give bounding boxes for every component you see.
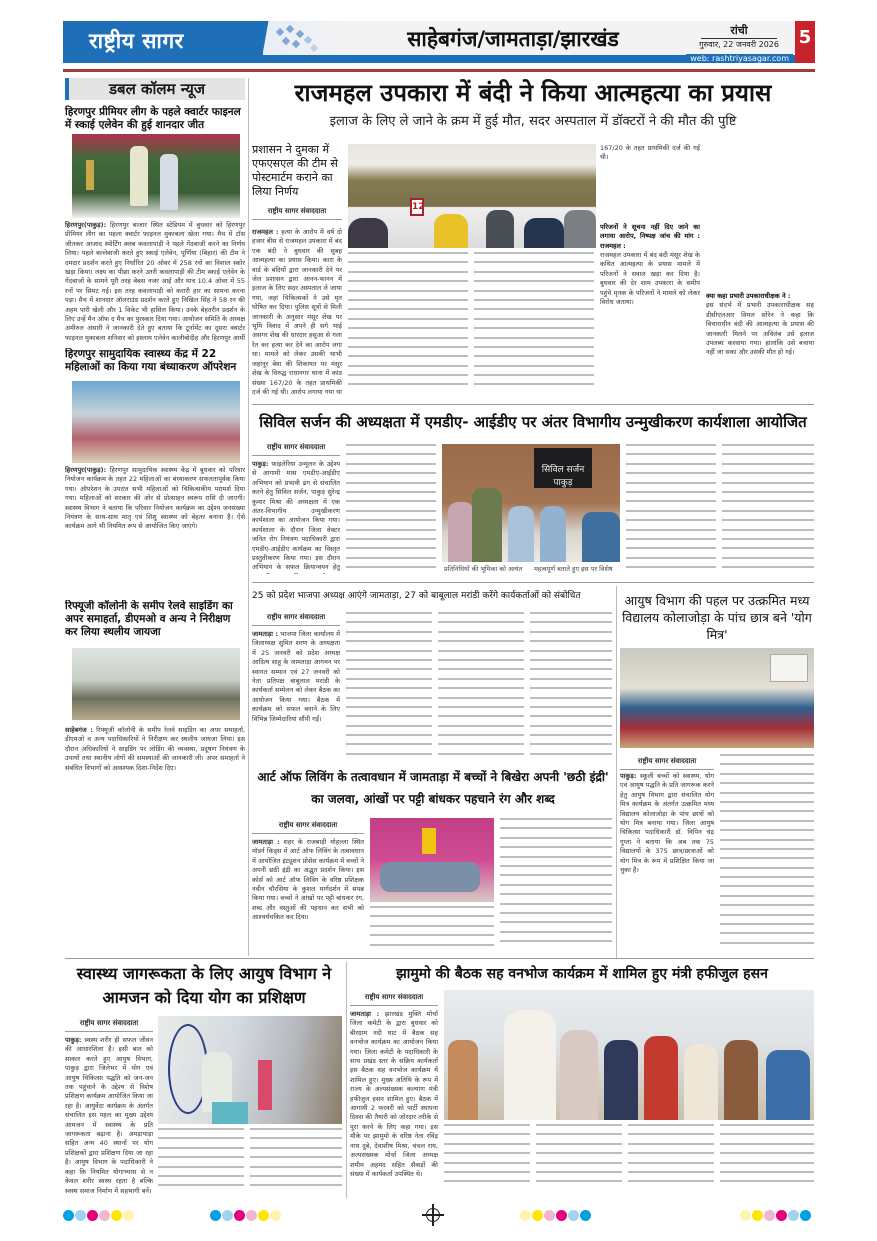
- lead-body-col2: [348, 252, 468, 396]
- jmm-body-col5: [720, 1124, 814, 1196]
- color-dot: [788, 1210, 799, 1221]
- color-dot: [234, 1210, 245, 1221]
- story-divider: [65, 958, 814, 959]
- story-headline[interactable]: रिफ्यूजी कॉलोनी के समीप रेलवे साइडिंग का अपर समाहर्ता, डीएमओ व अन्य ने निरीक्षण कर लिया स्थलीय जायजा: [65, 600, 233, 638]
- color-dot: [210, 1210, 221, 1221]
- masthead-logo-block: [63, 21, 263, 63]
- yog-mitra-byline: राष्ट्रीय सागर संवाददाता: [620, 754, 714, 770]
- yoga-training-body-col2: [158, 1128, 244, 1196]
- art-of-living-children-photo: [370, 818, 494, 902]
- railway-siding-photo: [72, 648, 240, 720]
- dateline: हिरणपुर(पाकुड़):: [65, 466, 107, 474]
- registration-color-dots: [740, 1210, 811, 1221]
- civil-surgeon-byline: राष्ट्रीय सागर संवाददाता: [252, 440, 340, 456]
- bjp-body-col1: [252, 630, 340, 760]
- jmm-body-col2: [444, 1124, 530, 1196]
- color-dot: [800, 1210, 811, 1221]
- art-of-living-headline[interactable]: आर्ट ऑफ लिविंग के तत्वावधान में जामताड़ा में बच्चों ने बिखेरा अपनी 'छठी इंद्री' का जलवा, आंखों पर पट्टी बांधकर पहचाने रंग और शब्द: [257, 770, 609, 806]
- art-of-living-body-col3: [500, 818, 612, 956]
- page-number: 5: [795, 21, 815, 63]
- color-dot: [580, 1210, 591, 1221]
- yog-mitra-body-col1: [620, 772, 714, 956]
- edition-title: साहेबगंज/जामताड़ा/झारखंड: [407, 27, 619, 51]
- jail-hospital-photo: [348, 144, 596, 248]
- yog-mitra-headline[interactable]: आयुष विभाग की पहल पर उत्क्रमित मध्य विद्यालय कोलाजोड़ा के पांच छात्र बने 'योग मित्र': [622, 593, 812, 642]
- registration-color-dots: [210, 1210, 281, 1221]
- dateline: पाकुड़:: [252, 460, 269, 468]
- yoga-session-photo: [158, 1016, 342, 1124]
- bjp-body-col3: [438, 612, 524, 760]
- jmm-body-col1: [350, 1010, 438, 1196]
- color-dot: [222, 1210, 233, 1221]
- city-name: रांची: [701, 23, 777, 39]
- yog-mitra-body-col2: [720, 754, 814, 956]
- story-text: स्कूली बच्चों को स्वास्थ्य, योग एवं आयुष पद्धति के प्रति जागरूक करने हेतु आयुष विभाग द्वारा संचालित योग मित्र कार्यक्रम के अंतर्गत उत्क्रमित मध्य विद्यालय कोलाजोड़ा के पांच छात्रों को योग मित्र बनाया गया। जिला आयुष चिकित्सा पदाधिकारी डॉ. विपिन चंद्र गुप्ता ने बताया कि अब तक 75 विद्यालयों के 375 छात्र/छात्राओं को योग मित्र के रूप में प्रशिक्षित किया जा चुका है।: [620, 772, 714, 875]
- bjp-headline[interactable]: 25 को प्रदेश भाजपा अध्यक्ष आएंगे जामताड़ा, 27 को बाबूलाल मरांडी करेंगे कार्यकर्ताओं को संबोधित: [252, 591, 581, 601]
- civil-surgeon-signboard: सिविल सर्जन पाकुड़: [534, 448, 592, 488]
- story-body: [65, 466, 245, 596]
- story-divider: [252, 404, 814, 405]
- yoga-training-headline[interactable]: स्वास्थ्य जागरूकता के लिए आयुष विभाग ने आमजन को दिया योग का प्रशिक्षण: [76, 964, 332, 1007]
- color-dot: [258, 1210, 269, 1221]
- color-dot: [87, 1210, 98, 1221]
- yoga-training-body-col3: [250, 1128, 342, 1196]
- cricket-award-photo: [72, 134, 240, 218]
- lead-body-col5: [706, 144, 814, 396]
- masthead: [63, 21, 815, 63]
- website-link[interactable]: web: rashtriyasagar.com: [686, 54, 793, 63]
- civil-surgeon-body-col4: [626, 444, 716, 574]
- dateline: पाकुड़:: [620, 772, 637, 780]
- dateline: हिरणपुर(पाकुड़):: [65, 221, 107, 229]
- jmm-meeting-photo: [444, 990, 814, 1120]
- story-headline[interactable]: हिरणपुर प्रीमियर लीग के पहले क्वार्टर फाइनल में स्काई एलेवेन की हुई शानदार जीत: [65, 106, 241, 131]
- civil-surgeon-body-col1: [252, 460, 340, 574]
- jmm-headline[interactable]: झामुमो की बैठक सह वनभोज कार्यक्रम में शामिल हुए मंत्री हफीजुल हसन: [396, 966, 768, 982]
- civil-surgeon-meeting-photo: [442, 444, 620, 562]
- photo-caption-right: महत्वपूर्ण बताते हुए इस पर विशेष: [534, 565, 613, 573]
- registration-color-dots: [63, 1210, 134, 1221]
- section-title: डबल कॉलम न्यूज: [65, 78, 245, 100]
- header-divider: [63, 69, 815, 72]
- art-of-living-body-col1: [252, 838, 364, 956]
- story-body: [65, 221, 245, 343]
- story-text: इस संदर्भ में प्रभारी उपकाराधीक्षक सह डीसीएलआर विमल सोरेन ने कहा कि विचाराधीन बंदी की आत्महत्या के प्रयास की जानकारी मिलने पर अविलंब उसे इलाज उपलब्ध करवाया गया। हालांकि उसे बचाया नहीं जा सका और उसकी मौत हो गई।: [706, 301, 814, 357]
- lead-body-col1: [252, 228, 342, 396]
- dateline: जामताड़ा :: [252, 838, 280, 846]
- story-text: स्वस्थ शरीर ही सफल जीवन की आधारशिला है। इसी बात को साकार करते हुए आयुष विभाग, पाकुड़ द्वारा जिलेभर में योग एवं आयुष चिकित्सा पद्धति को जन-जन तक पहुंचाने के उद्देश्य से विशेष प्रशिक्षण कार्यक्रम आयोजित किया जा रहा है। आयुर्वेदा कार्यक्रम के अंतर्गत संचालित इस पहल का मुख्य उद्देश्य आमजन में स्वास्थ्य के प्रति जागरूकता बढ़ाना है। अमड़ापाड़ा सहित अन्य 40 स्थानों पर योग प्रशिक्षकों द्वारा प्रशिक्षण दिया जा रहा है। आयुष विभाग के पदाधिकारी ने कहा कि नियमित योगाभ्यास से न केवल शरीर स्वस्थ रहता है बल्कि स्वस्थ समाज निर्माण में सहभागी बनें।: [65, 1036, 153, 1195]
- double-column-news: [65, 78, 245, 132]
- story-text: झारखंड मुक्ति मोर्चा जिला कमेटी के द्वारा बुधवार को बीरग्राम नदी घाट में बैठक सह वनभोज कार्यक्रम का आयोजन किया गया। जिला कमेटी के पदाधिकारी के साथ प्रखंड स्तर के सक्रिय कार्यकर्ता इस बैठक सह वनभोज कार्यक्रम में शामिल हुए। मुख्य अतिथि के रूप में राज्य के अल्पसंख्यक कल्याण मंत्री हफीजुल हसन शामिल हुए। बैठक में आगामी 2 फरवरी को पार्टी स्थापना दिवस की तैयारी को जोरदार तरीके से पूरा करने के लिए कहा गया। इस मौके पर झामुमो के वरिष्ठ नेता रविंद्र नाथ दुबे, देवाशीष मिश्रा, चंचल राय, अल्पसंख्यक मोर्चा जिला अध्यक्ष शमीम अहमद सहित सैकड़ों की संख्या में कार्यकर्ता उपस्थित थे।: [350, 1010, 438, 1178]
- art-of-living-body-col2: [370, 906, 494, 956]
- newspaper-logo: राष्ट्रीय सागर: [89, 29, 184, 53]
- jmm-byline: राष्ट्रीय सागर संवाददाता: [350, 990, 438, 1006]
- story-text: 167/20 के तहत प्राथमिकी दर्ज की गई थी।: [600, 144, 700, 162]
- ward-number: 12: [410, 198, 424, 216]
- column-divider: [346, 962, 347, 1198]
- story-body: [65, 726, 245, 954]
- story-text: राजमहल उपकारा में बंद बंदी मंसूर शेख के कथित आत्महत्या के प्रयास मामले में परिजनों ने सवाल खड़ा कर दिया है। बुधवार की देर शाम उपकारा के समीप पहुंचे मृतक के परिजनों ने मामले को लेकर विरोध जताया।: [600, 251, 700, 307]
- color-dot: [520, 1210, 531, 1221]
- story-text: हत्या के आरोप में वर्ष दो हजार बीस से राजमहल उपकारा में बंद एक बंदी ने बुधवार की सुबह आत्महत्या का प्रयास किया। कारा के वार्ड के बंदियों द्वारा जानकारी देने पर जेल प्रशासन द्वारा आनन-फानन में इलाज के लिए सदर अस्पताल ले जाया गया, जहां चिकित्सकों ने उसे मृत घोषित कर दिया। पुलिस सूत्रों से मिली जानकारी के अनुसार मंसूर शेख पर भूमि विवाद में अपने ही सगे भाई असगर शेख की धारदार हसुआ से गला रेत कर हत्या कर देने का आरोप लगा था। मामले को लेकर उसकी भाभी जहांनूर बेवा की शिकायत पर मंसूर शेख के विरुद्ध राधानगर थाना में कांड संख्या 167/20 के तहत प्राथमिकी दर्ज की गई थी। आरोप लगाया गया था: [252, 228, 342, 396]
- yoga-training-body-col1: [65, 1036, 153, 1196]
- story-text: रिफ्यूजी कॉलोनी के समीप रेलवे साइडिंग का अपर समाहर्ता, डीएमओ व अन्य पदाधिकारियों ने निरीक्षण कर स्थलीय जायजा लिया। इस दौरान अधिकारियों ने साइडिंग पर लोडिंग की व्यवस्था, प्रदूषण नियंत्रण के उपायों तथा स्थानीय लोगों की समस्याओं की जानकारी ली। अपर समाहर्ता ने संबंधित विभागों को आवश्यक दिशा-निर्देश दिए।: [65, 726, 245, 772]
- bjp-byline: राष्ट्रीय सागर संवाददाता: [252, 610, 340, 626]
- color-dot: [532, 1210, 543, 1221]
- registration-crosshair-icon: [426, 1208, 440, 1222]
- color-dot: [740, 1210, 751, 1221]
- bjp-body-col4: [530, 612, 612, 760]
- story-text: भाजपा जिला कार्यालय में जिलाध्यक्ष सुमित शरण के अध्यक्षता में 25 जनवरी को प्रदेश अध्यक्ष आदित्य साहू के जामताड़ा आगमन पर स्वागत सम्मान एवं 27 जनवरी को नेता प्रतिपक्ष बाबूलाल मरांडी के कार्यकर्ता सम्मेलन को लेकर बैठक का आयोजन किया गया। बैठक में कार्यक्रम को सफल बनाने के लिए विभिन्न जिम्मेदारियां सौंपी गईं।: [252, 630, 340, 723]
- civil-surgeon-body-col5: [722, 444, 814, 574]
- edition-title-block: [343, 21, 683, 55]
- bjp-body-col2: [346, 612, 432, 760]
- color-dot: [776, 1210, 787, 1221]
- art-of-living-byline: राष्ट्रीय सागर संवाददाता: [252, 818, 364, 834]
- story-text: हिरणपुर बाजार स्थित स्टेडियम में बुधवार को हिरणपुर प्रीमियर लीग का पहला क्वार्टर फाइनल मुकाबला खेला गया। मैच में टॉस जीतकर आजाद स्पोर्टिंग क्लब कवलापाड़ी ने पहले गेंदबाजी करने का निर्णय लिया। पहले बल्लेबाजी करते हुए स्काई एलेवेन, पूर्णिया (बिहार) की टीम ने दमदार प्रदर्शन करते हुए निर्धारित 20 ओवर में 258 रनों का विशाल स्कोर खड़ा किया। लक्ष्य का पीछा करने उतरी कवलापाड़ी की टीम स्काई एलेवेन के गेंदबाजों के सामने पूरी तरह बेबस नजर आई और मात्र 10.4 ओवर में 55 रनों पर सिमट गई। इस तरह कवलापाड़ी को करारी हार का सामना करना पड़ा। मैच में शानदार ऑलराउंड प्रदर्शन करते हुए निखिल सिंह ने 58 रन की अहम पारी खेली और 1 विकेट भी हासिल किया। उनके बेहतरीन प्रदर्शन के लिए उन्हें मैन ऑफ द मैच का पुरस्कार दिया गया। आयोजन समिति के अध्यक्ष अमीरुल अंसारी ने जानकारी देते हुए बताया कि टूर्नामेंट का दूसरा क्वार्टर फाइनल मुकाबला शनिवार को इस्लाम एलेवेन कालीबोदीह और हिरणपुर आर्मी: [65, 221, 245, 342]
- jmm-body-col4: [628, 1124, 714, 1196]
- color-dot: [123, 1210, 134, 1221]
- dateline: राजमहल :: [252, 228, 279, 236]
- color-dot: [75, 1210, 86, 1221]
- lead-subheadline: इलाज के लिए ले जाने के क्रम में हुई मौत, सदर अस्पताल में डॉक्टरों ने की मौत की पुष्टि: [329, 114, 737, 129]
- lead-subhead: क्या कहा प्रभारी उपकाराधीक्षक ने :: [706, 292, 791, 300]
- civil-surgeon-headline[interactable]: सिविल सर्जन की अध्यक्षता में एमडीए- आईडीए पर अंतर विभागीय उन्मुखीकरण कार्यशाला आयोजित: [259, 413, 807, 431]
- color-dot: [764, 1210, 775, 1221]
- dateline-block: [683, 21, 795, 55]
- story-text: शहर के राजबाड़ी मोहल्ला स्थित मॉडर्न किड्स में आर्ट ऑफ लिविंग के तत्वावधान में आयोजित इंट्यूशन प्रोसेस कार्यक्रम में बच्चों ने अपनी छठी इंद्री का अद्भुत प्रदर्शन किया। इस कोर्स को आर्ट ऑफ लिविंग के वरिष्ठ प्रशिक्षक नवीन चौरसिया के कुशल मार्गदर्शन में संपन्न किया गया। बच्चों ने आंखों पर पट्टी बांधकर रंग, शब्द और वस्तुओं की पहचान कर सभी को आश्चर्यचकित कर दिया।: [252, 838, 364, 922]
- color-dot: [270, 1210, 281, 1221]
- color-dot: [99, 1210, 110, 1221]
- column-divider: [248, 78, 249, 956]
- health-centre-photo: [72, 381, 240, 463]
- color-dot: [63, 1210, 74, 1221]
- color-dot: [752, 1210, 763, 1221]
- story-divider: [252, 582, 814, 583]
- lead-body-col4: [600, 144, 700, 396]
- story-text: फाइलेरिया उन्मूलन के उद्देश्य से आगामी मास एमडीए-आईडीए अभियान को प्रभावी ढंग से संचालित करने हेतु सिविल सर्जन, पाकुड़ सुरेन्द्र कुमार मिश्रा की अध्यक्षता में एक अंतर-विभागीय उन्मुखीकरण कार्यशाला का आयोजन किया गया। कार्यशाला के दौरान जिला वेक्टर जनित रोग नियंत्रण पदाधिकारी द्वारा एमडीए-आईडीए कार्यक्रम का विस्तृत प्रस्तुतीकरण किया गया। इस दौरान अभियान के सफल क्रियान्वयन हेतु: [252, 460, 340, 572]
- lead-subhead: परिजनों ने सूचना नहीं दिए जाने का लगाया आरोप, निष्पक्ष जांच की मांग : राजमहल :: [600, 222, 700, 250]
- yog-mitra-students-photo: [620, 648, 814, 748]
- dateline: जामताड़ा :: [350, 1010, 380, 1018]
- dateline: जामताड़ा :: [252, 630, 278, 638]
- lead-side-heading: प्रशासन ने दुमका में एफएसएल की टीम से पोस्टमार्टम कराने का लिया निर्णय: [252, 143, 338, 198]
- dateline: साहेबगंज :: [65, 726, 93, 734]
- issue-date: गुरुवार, 22 जनवरी 2026: [699, 40, 779, 49]
- photo-caption-left: प्रतिनिधियों की भूमिका को अत्यंत: [444, 565, 523, 573]
- lead-headline[interactable]: राजमहल उपकारा में बंदी ने किया आत्महत्या का प्रयास: [294, 79, 772, 107]
- civil-surgeon-body-col2: [346, 444, 436, 574]
- color-dot: [544, 1210, 555, 1221]
- lead-byline: राष्ट्रीय सागर संवाददाता: [252, 204, 342, 220]
- color-dot: [111, 1210, 122, 1221]
- jmm-body-col3: [536, 1124, 622, 1196]
- story-headline[interactable]: हिरणपुर सामुदायिक स्वास्थ्य केंद्र में 22 महिलाओं का किया गया बंध्याकरण ऑपरेशन: [65, 348, 237, 373]
- lead-body-col3: [474, 252, 594, 396]
- yoga-training-byline: राष्ट्रीय सागर संवाददाता: [65, 1016, 153, 1032]
- story-text: हिरणपुर सामुदायिक स्वास्थ्य केंद्र में बुधवार को परिवार नियोजन कार्यक्रम के तहत 22 महिलाओं का बंध्याकरण सफलतापूर्वक किया गया। ऑपरेशन के उपरांत सभी महिलाओं को चिकित्सकीय परामर्श दिया गया। महिलाओं को सरकार की ओर से प्रोत्साहन स्वरूप राशि दी जाएगी। स्वास्थ्य विभाग ने बताया कि परिवार नियोजन कार्यक्रम का उद्देश्य जनसंख्या नियंत्रण के साथ-साथ मातृ एवं शिशु स्वास्थ्य को बेहतर बनाना है। ऐसे कार्यक्रम आगे भी नियमित रूप से आयोजित किए जाएंगे।: [65, 466, 245, 531]
- column-divider: [616, 586, 617, 958]
- color-dot: [568, 1210, 579, 1221]
- color-dot: [556, 1210, 567, 1221]
- dateline: पाकुड़:: [65, 1036, 82, 1044]
- registration-color-dots: [520, 1210, 591, 1221]
- color-dot: [246, 1210, 257, 1221]
